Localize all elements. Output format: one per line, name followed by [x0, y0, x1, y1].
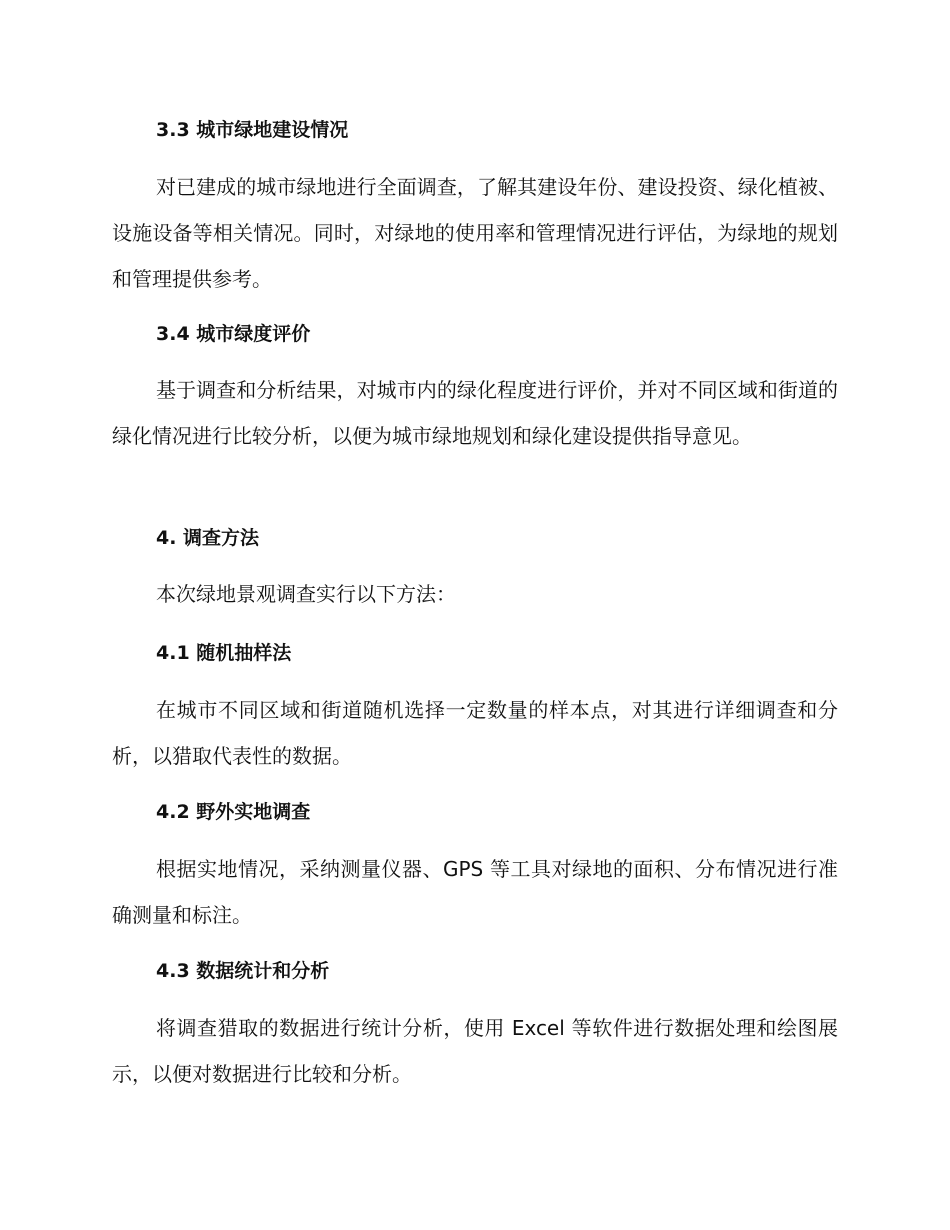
section-heading-3-4: 3.4 城市绿度评价	[156, 323, 311, 345]
section-heading-4: 4. 调查方法	[156, 527, 260, 549]
section-paragraph-4-3: 将调查猎取的数据进行统计分析，使用 Excel 等软件进行数据处理和绘图展示，以便对数据进行比较和分析。	[112, 1016, 838, 1086]
section-paragraph-4-2: 根据实地情况，采纳测量仪器、GPS 等工具对绿地的面积、分布情况进行准确测量和标注。	[112, 857, 838, 927]
section-heading-4-1: 4.1 随机抽样法	[156, 642, 292, 664]
section-paragraph-3-3: 对已建成的城市绿地进行全面调查，了解其建设年份、建设投资、绿化植被、设施设备等相关情况。同时，对绿地的使用率和管理情况进行评估，为绿地的规划和管理提供参考。	[112, 175, 838, 291]
section-heading-3-3: 3.3 城市绿地建设情况	[156, 119, 349, 141]
section-paragraph-4: 本次绿地景观调查实行以下方法：	[156, 582, 456, 606]
section-paragraph-4-1: 在城市不同区域和街道随机选择一定数量的样本点，对其进行详细调查和分析，以猎取代表性的数据。	[112, 698, 838, 768]
section-heading-4-3: 4.3 数据统计和分析	[156, 960, 330, 982]
section-heading-4-2: 4.2 野外实地调查	[156, 801, 311, 823]
section-paragraph-3-4: 基于调查和分析结果，对城市内的绿化程度进行评价，并对不同区域和街道的绿化情况进行比较分析，以便为城市绿地规划和绿化建设提供指导意见。	[112, 378, 838, 448]
